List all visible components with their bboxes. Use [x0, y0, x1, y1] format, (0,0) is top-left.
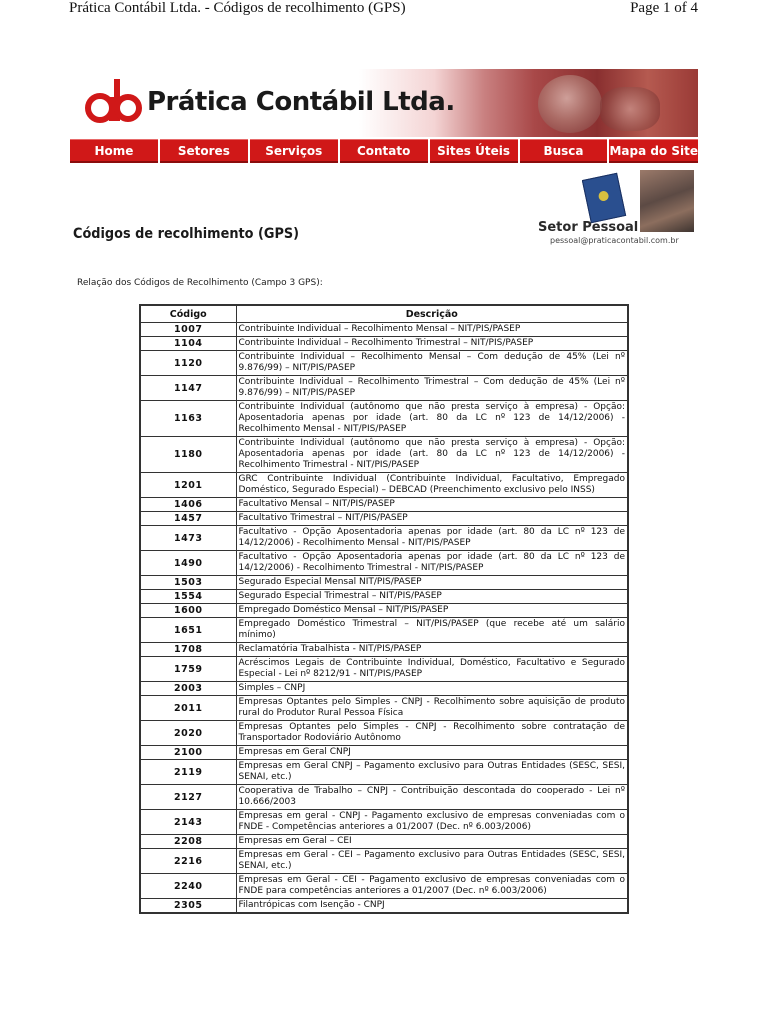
description-cell: Empresas em Geral - CEI – Pagamento exclusivo para Outras Entidades (SESC, SESI, SENAI, etc.) — [236, 849, 628, 874]
table-row — [140, 512, 628, 526]
description-cell: Empresas Optantes pelo Simples - CNPJ - Recolhimento sobre contratação de Transportador Rodoviário Autônomo — [236, 721, 628, 746]
code-cell: 2216 — [140, 849, 236, 874]
description-cell: Contribuinte Individual – Recolhimento Mensal – Com dedução de 45% (Lei nº 9.876/99) – NIT/PIS/PASEP — [236, 351, 628, 376]
code-cell: 1201 — [140, 473, 236, 498]
table-row — [140, 590, 628, 604]
code-cell: 1007 — [140, 323, 236, 337]
codes-table — [139, 304, 629, 914]
worker-photo — [640, 170, 694, 232]
description-cell: Facultativo Mensal – NIT/PIS/PASEP — [236, 498, 628, 512]
nav-contato[interactable]: Contato — [340, 139, 428, 163]
company-logo-icon — [83, 75, 143, 129]
code-cell: 1180 — [140, 437, 236, 473]
description-cell: Facultativo - Opção Aposentadoria apenas por idade (art. 80 da LC nº 123 de 14/12/2006) - Recolhimento Mensal - NIT/PIS/PASEP — [236, 526, 628, 551]
column-header-code: Código — [140, 305, 236, 323]
code-cell: 2020 — [140, 721, 236, 746]
nav-mapa-do-site[interactable]: Mapa do Site — [609, 139, 698, 163]
code-cell: 2003 — [140, 682, 236, 696]
description-cell: GRC Contribuinte Individual (Contribuinte Individual, Facultativo, Empregado Doméstico, Segurado Especial) – DEBCAD (Preenchimento exclusivo pelo INSS) — [236, 473, 628, 498]
code-cell: 2143 — [140, 810, 236, 835]
description-cell: Empresas em Geral CNPJ – Pagamento exclusivo para Outras Entidades (SESC, SESI, SENAI, etc.) — [236, 760, 628, 785]
table-row — [140, 899, 628, 914]
main-navigation — [70, 139, 698, 163]
table-row — [140, 473, 628, 498]
table-row — [140, 874, 628, 899]
description-cell: Acréscimos Legais de Contribuinte Individual, Doméstico, Facultativo e Segurado Especial - Lei nº 8212/91 - NIT/PIS/PASEP — [236, 657, 628, 682]
table-body — [140, 323, 628, 914]
description-cell: Reclamatória Trabalhista - NIT/PIS/PASEP — [236, 643, 628, 657]
table-row — [140, 696, 628, 721]
code-cell: 1457 — [140, 512, 236, 526]
code-cell: 1473 — [140, 526, 236, 551]
description-cell: Empresas Optantes pelo Simples - CNPJ - Recolhimento sobre aquisição de produto rural do Produtor Rural Pessoa Física — [236, 696, 628, 721]
description-cell: Empresas em geral - CNPJ - Pagamento exclusivo de empresas conveniadas com o FNDE - Competências anteriores a 01/2007 (Dec. nº 6.003/2006) — [236, 810, 628, 835]
code-cell: 1503 — [140, 576, 236, 590]
table-row — [140, 849, 628, 874]
description-cell: Facultativo - Opção Aposentadoria apenas por idade (art. 80 da LC nº 123 de 14/12/2006) - Recolhimento Trimestral - NIT/PIS/PASEP — [236, 551, 628, 576]
table-row — [140, 618, 628, 643]
code-cell: 2011 — [140, 696, 236, 721]
description-cell: Empresas em Geral - CEI - Pagamento exclusivo de empresas conveniadas com o FNDE para competências anteriores a 01/2007 (Dec. nº 6.003/2006) — [236, 874, 628, 899]
table-row — [140, 746, 628, 760]
print-header — [0, 0, 768, 22]
table-row — [140, 526, 628, 551]
code-cell: 2305 — [140, 899, 236, 914]
description-cell: Simples – CNPJ — [236, 682, 628, 696]
table-row — [140, 323, 628, 337]
description-cell: Empresas em Geral – CEI — [236, 835, 628, 849]
code-cell: 1759 — [140, 657, 236, 682]
page-title: Códigos de recolhimento (GPS) — [73, 226, 300, 242]
nav-home[interactable]: Home — [70, 139, 158, 163]
table-row — [140, 351, 628, 376]
nav-sites-uteis[interactable]: Sites Úteis — [430, 139, 518, 163]
description-cell: Contribuinte Individual – Recolhimento Trimestral – NIT/PIS/PASEP — [236, 337, 628, 351]
table-row — [140, 810, 628, 835]
work-booklet-icon — [582, 173, 626, 224]
description-cell: Filantrópicas com Isenção - CNPJ — [236, 899, 628, 914]
table-row — [140, 721, 628, 746]
nav-setores[interactable]: Setores — [160, 139, 248, 163]
table-header-row — [140, 305, 628, 323]
description-cell: Empregado Doméstico Trimestral – NIT/PIS/PASEP (que recebe até um salário mínimo) — [236, 618, 628, 643]
table-row — [140, 643, 628, 657]
table-row — [140, 376, 628, 401]
description-cell: Empresas em Geral CNPJ — [236, 746, 628, 760]
code-cell: 2208 — [140, 835, 236, 849]
table-row — [140, 551, 628, 576]
description-cell: Cooperativa de Trabalho – CNPJ - Contribuição descontada do cooperado - Lei nº 10.666/2003 — [236, 785, 628, 810]
intro-text: Relação dos Códigos de Recolhimento (Campo 3 GPS): — [77, 278, 323, 288]
table-row — [140, 437, 628, 473]
code-cell: 1600 — [140, 604, 236, 618]
table-row — [140, 835, 628, 849]
code-cell: 1104 — [140, 337, 236, 351]
table-row — [140, 498, 628, 512]
description-cell: Contribuinte Individual – Recolhimento Trimestral – Com dedução de 45% (Lei nº 9.876/99) – NIT/PIS/PASEP — [236, 376, 628, 401]
code-cell: 2100 — [140, 746, 236, 760]
code-cell: 1406 — [140, 498, 236, 512]
nav-servicos[interactable]: Serviços — [250, 139, 338, 163]
site-banner — [70, 69, 698, 137]
code-cell: 1120 — [140, 351, 236, 376]
table-row — [140, 657, 628, 682]
table-row — [140, 337, 628, 351]
setor-email-link[interactable]: pessoal@praticacontabil.com.br — [550, 236, 679, 245]
description-cell: Segurado Especial Mensal NIT/PIS/PASEP — [236, 576, 628, 590]
description-cell: Contribuinte Individual (autônomo que não presta serviço à empresa) - Opção: Aposentadoria apenas por idade (art. 80 da LC nº 123 de 14/12/2006) - Recolhimento Trimestral - NIT/PIS/PASEP — [236, 437, 628, 473]
table-row — [140, 401, 628, 437]
table-row — [140, 576, 628, 590]
code-cell: 1708 — [140, 643, 236, 657]
document-title: Prática Contábil Ltda. - Códigos de recolhimento (GPS) — [69, 0, 406, 16]
code-cell: 1554 — [140, 590, 236, 604]
column-header-description: Descrição — [236, 305, 628, 323]
table-row — [140, 760, 628, 785]
description-cell: Empregado Doméstico Mensal – NIT/PIS/PASEP — [236, 604, 628, 618]
table-row — [140, 604, 628, 618]
code-cell: 1490 — [140, 551, 236, 576]
company-name: Prática Contábil Ltda. — [147, 87, 455, 117]
description-cell: Contribuinte Individual (autônomo que não presta serviço à empresa) - Opção: Aposentadoria apenas por idade (art. 80 da LC nº 123 de 14/12/2006) - Recolhimento Mensal - NIT/PIS/PASEP — [236, 401, 628, 437]
setor-label: Setor Pessoal — [538, 220, 639, 235]
table-row — [140, 682, 628, 696]
code-cell: 2127 — [140, 785, 236, 810]
page-indicator: Page 1 of 4 — [630, 0, 698, 16]
table-row — [140, 785, 628, 810]
description-cell: Contribuinte Individual – Recolhimento Mensal – NIT/PIS/PASEP — [236, 323, 628, 337]
code-cell: 1147 — [140, 376, 236, 401]
description-cell: Facultativo Trimestral – NIT/PIS/PASEP — [236, 512, 628, 526]
nav-busca[interactable]: Busca — [520, 139, 608, 163]
coins-photo-shadow — [600, 87, 660, 131]
coins-photo — [538, 75, 602, 133]
description-cell: Segurado Especial Trimestral – NIT/PIS/PASEP — [236, 590, 628, 604]
code-cell: 1163 — [140, 401, 236, 437]
code-cell: 1651 — [140, 618, 236, 643]
code-cell: 2240 — [140, 874, 236, 899]
code-cell: 2119 — [140, 760, 236, 785]
